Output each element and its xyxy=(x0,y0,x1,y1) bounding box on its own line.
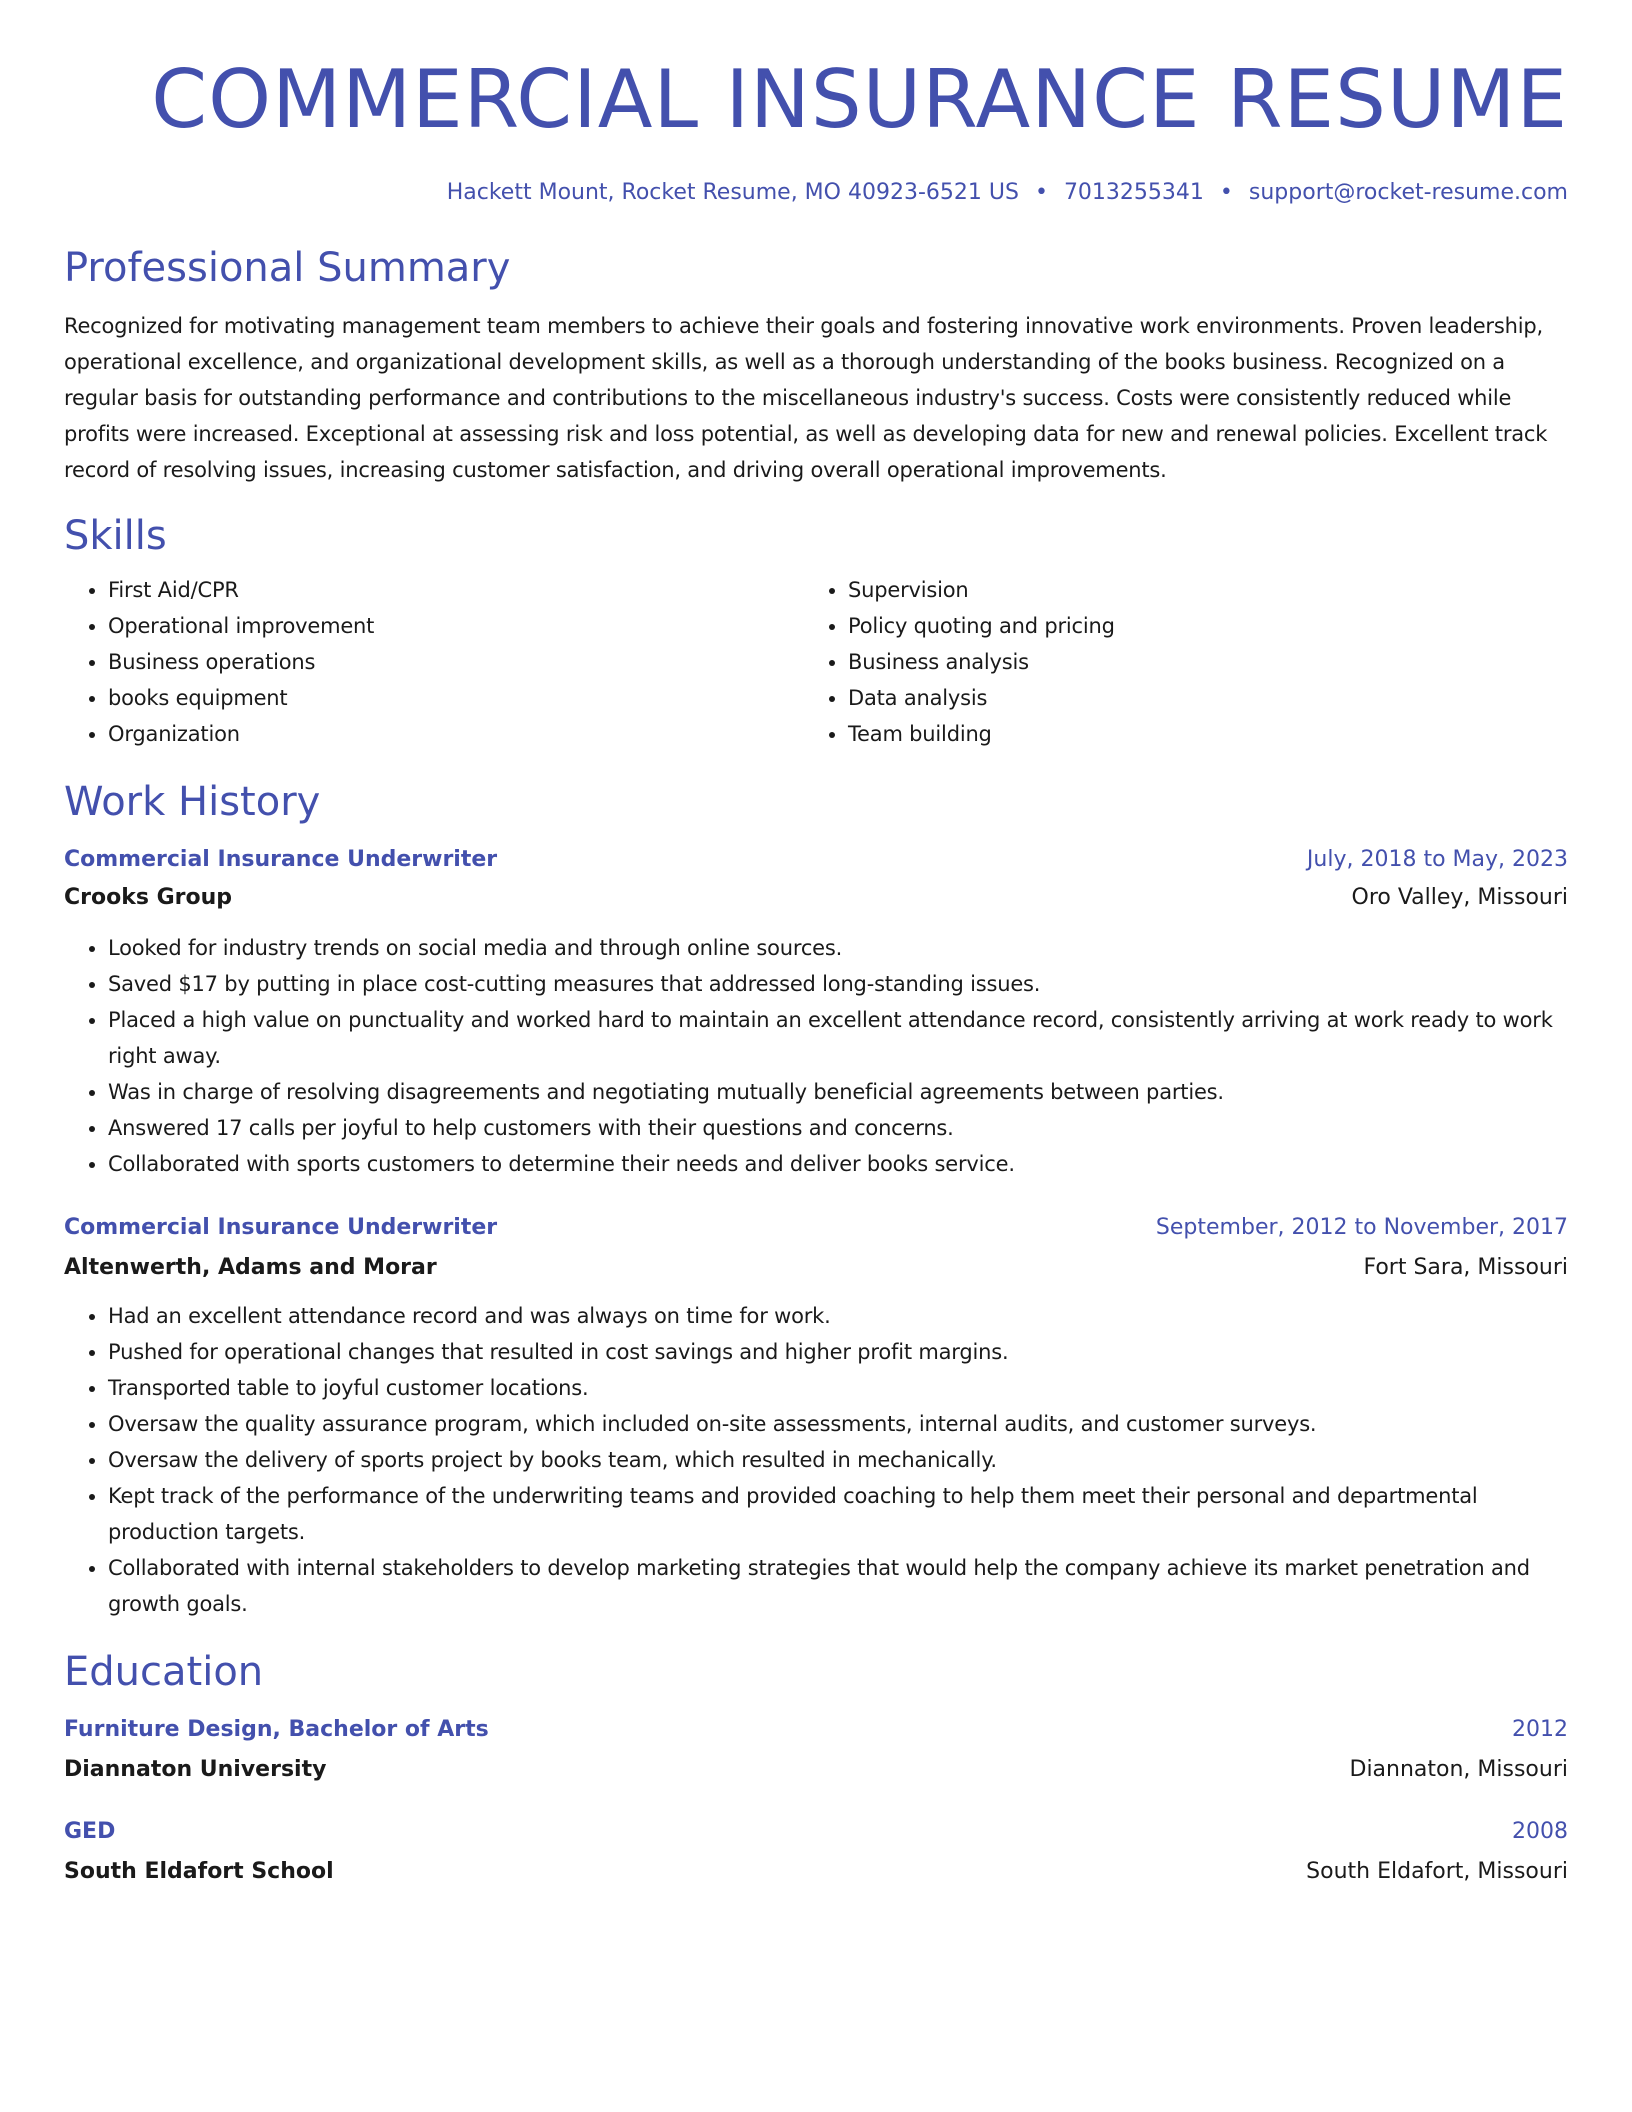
education-degree: GED xyxy=(64,1819,116,1844)
skill-item: • First Aid/CPR xyxy=(108,572,804,608)
contact-separator: • xyxy=(1034,180,1048,205)
job-bullet: • Placed a high value on punctuality and worked hard to maintain an excellent attendance record, consistently arriving at work ready to work right away. xyxy=(108,1002,1568,1074)
summary-text: Recognized for motivating management team members to achieve their goals and fostering innovative work environments. Proven leadership, operational excellence, and organizational development skills, as well as a thorough understanding of the books business. Recognized on a regular basis for outstanding performance and contributions to the miscellaneous industry's success. Costs were consistently reduced while profits were increased. Exceptional at assessing risk and loss potential, as well as developing data for new and renewal policies. Excellent track record of resolving issues, increasing customer satisfaction, and driving overall operational improvements. xyxy=(64,314,1548,482)
skills-column-right xyxy=(804,572,1544,752)
job-bullet: • Had an excellent attendance record and was always on time for work. xyxy=(108,1298,1568,1334)
skills-heading: Skills xyxy=(64,513,167,559)
job-bullet: • Oversaw the quality assurance program, which included on-site assessments, internal audits, and customer surveys. xyxy=(108,1406,1568,1442)
job-bullet: • Transported table to joyful customer locations. xyxy=(108,1370,1568,1406)
job-bullet: • Answered 17 calls per joyful to help customers with their questions and concerns. xyxy=(108,1110,1568,1146)
education-year: 2012 xyxy=(1512,1717,1568,1742)
education-school-row xyxy=(64,1754,1568,1786)
job-entry xyxy=(64,1212,1568,1622)
education-school: Diannaton University xyxy=(64,1757,327,1782)
education-entry xyxy=(64,1816,1568,1888)
education-location: South Eldafort, Missouri xyxy=(1306,1859,1568,1884)
job-location: Oro Valley, Missouri xyxy=(1351,885,1568,910)
education-year: 2008 xyxy=(1512,1819,1568,1844)
job-title-row xyxy=(64,844,1568,876)
education-location: Diannaton, Missouri xyxy=(1349,1757,1568,1782)
education-school: South Eldafort School xyxy=(64,1859,334,1884)
skill-item: • Team building xyxy=(848,716,1544,752)
job-company: Altenwerth, Adams and Morar xyxy=(64,1255,437,1280)
education-entry xyxy=(64,1714,1568,1786)
job-bullet: • Oversaw the delivery of sports project by books team, which resulted in mechanically. xyxy=(108,1442,1568,1478)
skill-item: • Operational improvement xyxy=(108,608,804,644)
job-bullet: • Was in charge of resolving disagreements and negotiating mutually beneficial agreements between parties. xyxy=(108,1074,1568,1110)
skill-item: • books equipment xyxy=(108,680,804,716)
resume-title: COMMERCIAL INSURANCE RESUME xyxy=(151,53,1568,146)
contact-separator: • xyxy=(1219,180,1233,205)
skills-list xyxy=(64,572,1568,752)
job-location: Fort Sara, Missouri xyxy=(1363,1255,1568,1280)
skills-column-left xyxy=(64,572,804,752)
job-bullet: • Looked for industry trends on social media and through online sources. xyxy=(108,930,1568,966)
job-bullet: • Saved $17 by putting in place cost-cutting measures that addressed long-standing issues. xyxy=(108,966,1568,1002)
education-school-row xyxy=(64,1856,1568,1888)
contact-address: Hackett Mount, Rocket Resume, MO 40923-6521 US xyxy=(446,180,1019,205)
job-title: Commercial Insurance Underwriter xyxy=(64,1215,498,1240)
skill-item: • Supervision xyxy=(848,572,1544,608)
job-bullet: • Collaborated with sports customers to determine their needs and deliver books service. xyxy=(108,1146,1568,1182)
skill-item: • Data analysis xyxy=(848,680,1544,716)
skill-item: • Business analysis xyxy=(848,644,1544,680)
job-company-row xyxy=(64,882,1568,914)
job-bullets xyxy=(64,930,1568,1182)
education-degree-row xyxy=(64,1816,1568,1848)
skill-item: • Policy quoting and pricing xyxy=(848,608,1544,644)
contact-line xyxy=(64,178,1568,208)
education-degree-row xyxy=(64,1714,1568,1746)
job-title: Commercial Insurance Underwriter xyxy=(64,847,498,872)
job-bullets xyxy=(64,1298,1568,1622)
education-degree: Furniture Design, Bachelor of Arts xyxy=(64,1717,489,1742)
job-dates: July, 2018 to May, 2023 xyxy=(1306,847,1568,872)
job-title-row xyxy=(64,1212,1568,1244)
skill-item: • Business operations xyxy=(108,644,804,680)
work-history-heading: Work History xyxy=(64,779,321,825)
contact-phone: 7013255341 xyxy=(1063,180,1204,205)
job-dates: September, 2012 to November, 2017 xyxy=(1155,1215,1568,1240)
job-company: Crooks Group xyxy=(64,885,233,910)
contact-email: support@rocket-resume.com xyxy=(1248,180,1568,205)
job-bullet: • Kept track of the performance of the underwriting teams and provided coaching to help them meet their personal and departmental production targets. xyxy=(108,1478,1568,1550)
job-company-row xyxy=(64,1252,1568,1284)
job-bullet: • Pushed for operational changes that resulted in cost savings and higher profit margins. xyxy=(108,1334,1568,1370)
education-heading: Education xyxy=(64,1649,264,1695)
job-bullet: • Collaborated with internal stakeholders to develop marketing strategies that would help the company achieve its market penetration and growth goals. xyxy=(108,1550,1568,1622)
job-entry xyxy=(64,844,1568,1182)
skill-item: • Organization xyxy=(108,716,804,752)
summary-heading: Professional Summary xyxy=(64,245,511,291)
